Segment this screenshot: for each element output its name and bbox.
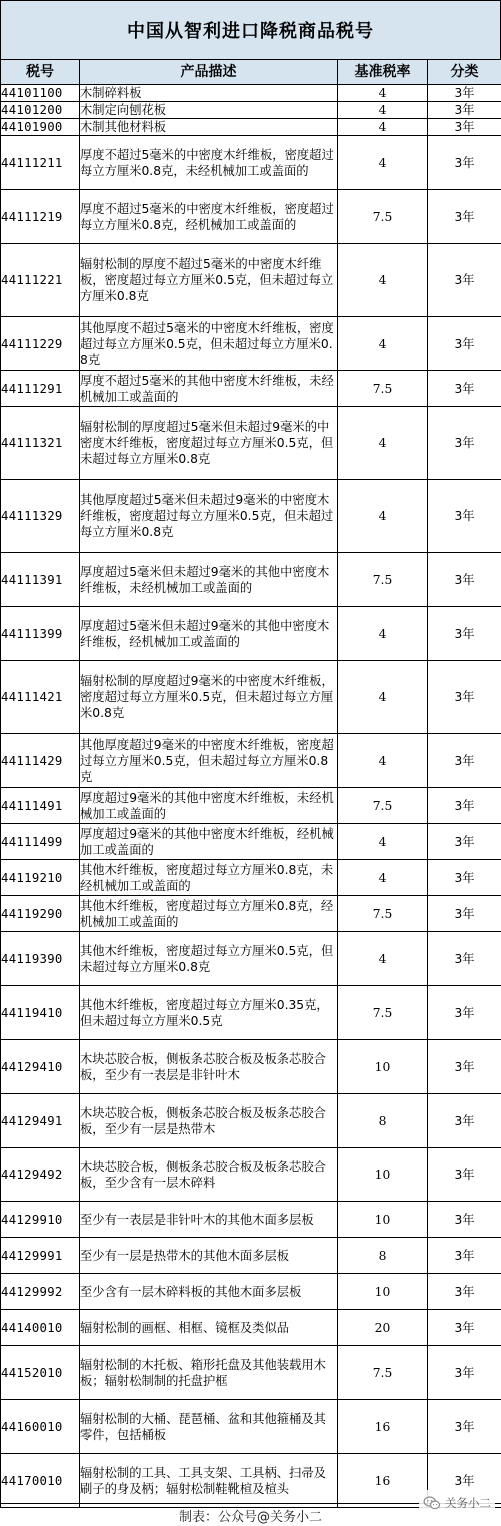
- description-cell: 辐射松制的厚度超过5毫米但未超过9毫米的中密度木纤维板，密度超过每立方厘米0.5克，但未超过每立方厘米0.8克: [80, 407, 338, 480]
- tariff-code-cell: 44119210: [1, 860, 80, 896]
- tariff-code-cell: 44111329: [1, 480, 80, 553]
- table-row: [1, 190, 501, 244]
- category-cell: 3年: [428, 1310, 501, 1346]
- rate-cell: 16: [338, 1454, 428, 1508]
- tariff-code-cell: 44111491: [1, 788, 80, 824]
- description-cell: 辐射松制的厚度不超过5毫米的中密度木纤维板，密度超过每立方厘米0.5克，但未超过每立方厘米0.8克: [80, 244, 338, 317]
- category-cell: 3年: [428, 136, 501, 190]
- tariff-code-cell: 44129491: [1, 1094, 80, 1148]
- description-cell: 木制定向刨花板: [80, 102, 338, 119]
- rate-cell: 8: [338, 1094, 428, 1148]
- table-row: [1, 85, 501, 102]
- category-cell: 3年: [428, 860, 501, 896]
- table-row: [1, 860, 501, 896]
- table-row: [1, 1310, 501, 1346]
- category-cell: 3年: [428, 244, 501, 317]
- table-row: [1, 932, 501, 986]
- category-cell: 3年: [428, 661, 501, 734]
- description-cell: 其他厚度超过9毫米的中密度木纤维板，密度超过每立方厘米0.5克，但未超过每立方厘米0.8克: [80, 734, 338, 788]
- tariff-code-cell: 44119410: [1, 986, 80, 1040]
- tariff-code-cell: 44129492: [1, 1148, 80, 1202]
- tariff-table: [0, 59, 501, 1508]
- category-cell: 3年: [428, 190, 501, 244]
- rate-cell: 4: [338, 734, 428, 788]
- table-row: [1, 371, 501, 407]
- rate-cell: 7.5: [338, 1346, 428, 1400]
- category-cell: 3年: [428, 896, 501, 932]
- wechat-icon: [423, 1494, 441, 1512]
- category-cell: 3年: [428, 1040, 501, 1094]
- tariff-code-cell: 44101100: [1, 85, 80, 102]
- footer-credit: 制表：公众号@关务小二: [0, 1503, 501, 1526]
- rate-cell: 8: [338, 1238, 428, 1274]
- description-cell: 其他木纤维板，密度超过每立方厘米0.8克，经机械加工或盖面的: [80, 896, 338, 932]
- category-cell: 3年: [428, 1094, 501, 1148]
- description-cell: 至少有一层是热带木的其他木面多层板: [80, 1238, 338, 1274]
- rate-cell: 4: [338, 932, 428, 986]
- rate-cell: 7.5: [338, 986, 428, 1040]
- category-cell: 3年: [428, 1148, 501, 1202]
- tariff-code-cell: 44111219: [1, 190, 80, 244]
- tariff-code-cell: 44111421: [1, 661, 80, 734]
- table-row: [1, 317, 501, 371]
- tariff-code-cell: 44111321: [1, 407, 80, 480]
- table-row: [1, 896, 501, 932]
- table-row: [1, 480, 501, 553]
- tariff-code-cell: 44111291: [1, 371, 80, 407]
- category-cell: 3年: [428, 734, 501, 788]
- category-cell: 3年: [428, 1400, 501, 1454]
- description-cell: 其他厚度超过5毫米但未超过9毫米的中密度木纤维板，密度超过每立方厘米0.5克，但未超过每立方厘米0.8克: [80, 480, 338, 553]
- rate-cell: 7.5: [338, 190, 428, 244]
- description-cell: 厚度不超过5毫米的中密度木纤维板，密度超过每立方厘米0.8克，未经机械加工或盖面的: [80, 136, 338, 190]
- rate-cell: 4: [338, 85, 428, 102]
- rate-cell: 4: [338, 661, 428, 734]
- description-cell: 厚度超过9毫米的其他中密度木纤维板，经机械加工或盖面的: [80, 824, 338, 860]
- rate-cell: 10: [338, 1274, 428, 1310]
- table-row: [1, 607, 501, 661]
- tariff-code-cell: 44101900: [1, 119, 80, 136]
- category-cell: 3年: [428, 824, 501, 860]
- rate-cell: 4: [338, 407, 428, 480]
- rate-cell: 7.5: [338, 371, 428, 407]
- table-row: [1, 244, 501, 317]
- rate-cell: 4: [338, 860, 428, 896]
- col-header-category: 分类: [428, 60, 501, 85]
- description-cell: 辐射松制的木托板、箱形托盘及其他装载用木板；辐射松制制的托盘护框: [80, 1346, 338, 1400]
- rate-cell: 7.5: [338, 896, 428, 932]
- table-row: [1, 407, 501, 480]
- description-cell: 至少含有一层木碎料板的其他木面多层板: [80, 1274, 338, 1310]
- table-row: [1, 1274, 501, 1310]
- category-cell: 3年: [428, 932, 501, 986]
- tariff-code-cell: 44111229: [1, 317, 80, 371]
- description-cell: 木块芯胶合板，侧板条芯胶合板及板条芯胶合板，至少有一层是热带木: [80, 1094, 338, 1148]
- description-cell: 木块芯胶合板，侧板条芯胶合板及板条芯胶合板，至少含有一层木碎料: [80, 1148, 338, 1202]
- category-cell: 3年: [428, 1346, 501, 1400]
- description-cell: 其他厚度不超过5毫米的中密度木纤维板，密度超过每立方厘米0.5克，但未超过每立方厘米0.8克: [80, 317, 338, 371]
- tariff-code-cell: 44152010: [1, 1346, 80, 1400]
- description-cell: 厚度超过5毫米但未超过9毫米的其他中密度木纤维板，经机械加工或盖面的: [80, 607, 338, 661]
- rate-cell: 4: [338, 244, 428, 317]
- tariff-code-cell: 44129992: [1, 1274, 80, 1310]
- description-cell: 辐射松制的画框、相框、镜框及类似品: [80, 1310, 338, 1346]
- tariff-code-cell: 44140010: [1, 1310, 80, 1346]
- rate-cell: 20: [338, 1310, 428, 1346]
- description-cell: 其他木纤维板，密度超过每立方厘米0.35克，但未超过每立方厘米0.5克: [80, 986, 338, 1040]
- table-row: [1, 136, 501, 190]
- table-row: [1, 734, 501, 788]
- rate-cell: 4: [338, 317, 428, 371]
- category-cell: 3年: [428, 407, 501, 480]
- category-cell: 3年: [428, 1202, 501, 1238]
- description-cell: 辐射松制的大桶、琵琶桶、盆和其他箍桶及其零件，包括桶板: [80, 1400, 338, 1454]
- rate-cell: 7.5: [338, 553, 428, 607]
- category-cell: 3年: [428, 85, 501, 102]
- category-cell: 3年: [428, 1238, 501, 1274]
- table-row: [1, 1148, 501, 1202]
- rate-cell: 4: [338, 607, 428, 661]
- tariff-code-cell: 44111211: [1, 136, 80, 190]
- description-cell: 厚度超过5毫米但未超过9毫米的其他中密度木纤维板，未经机械加工或盖面的: [80, 553, 338, 607]
- tariff-code-cell: 44129991: [1, 1238, 80, 1274]
- table-row: [1, 553, 501, 607]
- rate-cell: 10: [338, 1040, 428, 1094]
- watermark: [419, 1490, 495, 1516]
- category-cell: 3年: [428, 1274, 501, 1310]
- table-body: [1, 85, 501, 1508]
- rate-cell: 4: [338, 119, 428, 136]
- description-cell: 木制其他材料板: [80, 119, 338, 136]
- description-cell: 木块芯胶合板，侧板条芯胶合板及板条芯胶合板，至少有一表层是非针叶木: [80, 1040, 338, 1094]
- rate-cell: 4: [338, 480, 428, 553]
- header-row: [1, 60, 501, 85]
- rate-cell: 10: [338, 1202, 428, 1238]
- description-cell: 其他木纤维板，密度超过每立方厘米0.8克，未经机械加工或盖面的: [80, 860, 338, 896]
- col-header-code: 税号: [1, 60, 80, 85]
- category-cell: 3年: [428, 371, 501, 407]
- table-row: [1, 102, 501, 119]
- table-row: [1, 1238, 501, 1274]
- tariff-code-cell: 44170010: [1, 1454, 80, 1508]
- description-cell: 辐射松制的工具、工具支架、工具柄、扫帚及刷子的身及柄；辐射松制鞋靴楦及楦头: [80, 1454, 338, 1508]
- rate-cell: 7.5: [338, 788, 428, 824]
- col-header-desc: 产品描述: [80, 60, 338, 85]
- rate-cell: 10: [338, 1148, 428, 1202]
- col-header-rate: 基准税率: [338, 60, 428, 85]
- table-row: [1, 788, 501, 824]
- rate-cell: 16: [338, 1400, 428, 1454]
- description-cell: 辐射松制的厚度超过9毫米的中密度木纤维板，密度超过每立方厘米0.5克，但未超过每立方厘米0.8克: [80, 661, 338, 734]
- tariff-code-cell: 44111399: [1, 607, 80, 661]
- table-row: [1, 1202, 501, 1238]
- description-cell: 其他木纤维板，密度超过每立方厘米0.5克，但未超过每立方厘米0.8克: [80, 932, 338, 986]
- table-row: [1, 824, 501, 860]
- table-row: [1, 986, 501, 1040]
- table-row: [1, 1094, 501, 1148]
- tariff-code-cell: 44119390: [1, 932, 80, 986]
- tariff-code-cell: 44129410: [1, 1040, 80, 1094]
- category-cell: 3年: [428, 986, 501, 1040]
- category-cell: 3年: [428, 317, 501, 371]
- description-cell: 厚度不超过5毫米的其他中密度木纤维板，未经机械加工或盖面的: [80, 371, 338, 407]
- tariff-code-cell: 44111221: [1, 244, 80, 317]
- category-cell: 3年: [428, 119, 501, 136]
- description-cell: 厚度超过9毫米的其他中密度木纤维板，未经机械加工或盖面的: [80, 788, 338, 824]
- description-cell: 至少有一表层是非针叶木的其他木面多层板: [80, 1202, 338, 1238]
- table-row: [1, 119, 501, 136]
- table-row: [1, 1040, 501, 1094]
- table-row: [1, 661, 501, 734]
- table-row: [1, 1346, 501, 1400]
- tariff-code-cell: 44129910: [1, 1202, 80, 1238]
- watermark-text: 关务小二: [445, 1495, 491, 1511]
- category-cell: 3年: [428, 553, 501, 607]
- category-cell: 3年: [428, 102, 501, 119]
- tariff-code-cell: 44111429: [1, 734, 80, 788]
- tariff-code-cell: 44111499: [1, 824, 80, 860]
- page-title: 中国从智利进口降税商品税号: [0, 0, 501, 60]
- rate-cell: 4: [338, 136, 428, 190]
- tariff-code-cell: 44101200: [1, 102, 80, 119]
- category-cell: 3年: [428, 788, 501, 824]
- tariff-code-cell: 44119290: [1, 896, 80, 932]
- tariff-code-cell: 44111391: [1, 553, 80, 607]
- description-cell: 木制碎料板: [80, 85, 338, 102]
- rate-cell: 4: [338, 824, 428, 860]
- table-row: [1, 1400, 501, 1454]
- description-cell: 厚度不超过5毫米的中密度木纤维板，密度超过每立方厘米0.8克，经机械加工或盖面的: [80, 190, 338, 244]
- tariff-code-cell: 44160010: [1, 1400, 80, 1454]
- category-cell: 3年: [428, 607, 501, 661]
- category-cell: 3年: [428, 1454, 501, 1508]
- category-cell: 3年: [428, 480, 501, 553]
- rate-cell: 4: [338, 102, 428, 119]
